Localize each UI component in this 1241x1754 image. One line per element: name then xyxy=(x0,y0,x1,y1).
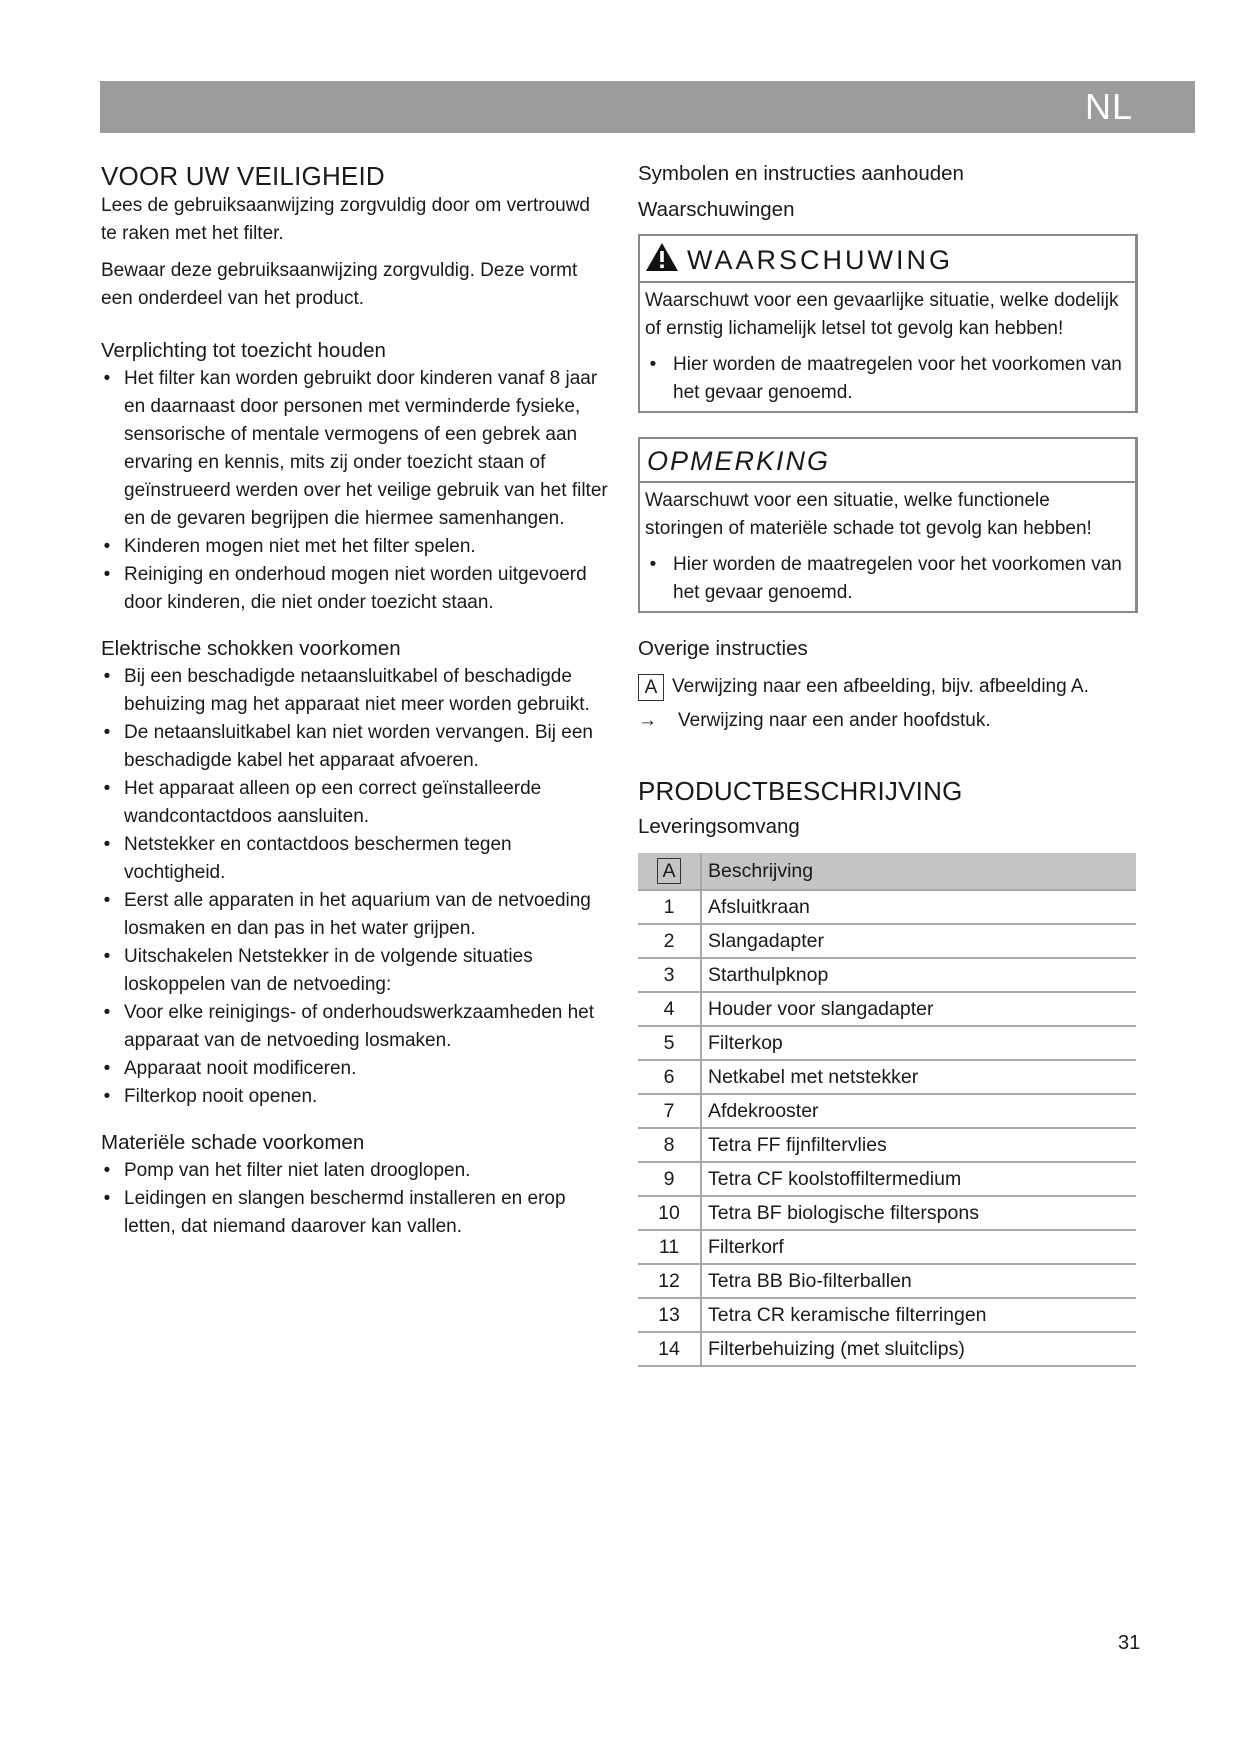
page-number: 31 xyxy=(1118,1632,1141,1654)
bullet-icon: • xyxy=(103,666,111,687)
parts-table xyxy=(638,853,1136,1367)
intro-paragraph-1: Lees de gebruiksaanwijzing zorgvuldig door om vertrouwd te raken met het filter. xyxy=(101,195,590,244)
part-description: Filterbehuizing (met sluitclips) xyxy=(701,1332,1136,1366)
list-item: • Netstekker en contactdoos beschermen tegen vochtigheid. xyxy=(101,831,611,887)
note-box xyxy=(638,437,1138,613)
bullet-icon: • xyxy=(649,554,657,575)
part-description: Tetra BB Bio-filterballen xyxy=(701,1264,1136,1298)
warnings-title: Waarschuwingen xyxy=(638,198,795,221)
part-description: Starthulpknop xyxy=(701,958,1136,992)
part-number: 7 xyxy=(638,1094,701,1128)
table-row xyxy=(638,1298,1136,1332)
bullet-icon: • xyxy=(103,778,111,799)
part-description: Tetra CR keramische filterringen xyxy=(701,1298,1136,1332)
section-title: Verplichting tot toezicht houden xyxy=(101,339,386,362)
bullet-icon: • xyxy=(103,722,111,743)
bullet-list xyxy=(101,365,611,617)
part-number: 4 xyxy=(638,992,701,1026)
part-number: 13 xyxy=(638,1298,701,1332)
list-item: • Voor elke reinigings- of onderhoudswerkzaamheden het apparaat van de netvoeding losmaken. xyxy=(101,999,611,1055)
header-bar xyxy=(100,81,1195,133)
right-column xyxy=(638,160,1138,1367)
left-column xyxy=(101,160,611,1241)
bullet-icon: • xyxy=(103,1160,111,1181)
list-item: • Apparaat nooit modificeren. xyxy=(101,1055,611,1083)
section-material-damage xyxy=(101,1129,611,1241)
table-header-label: Beschrijving xyxy=(701,853,1136,890)
bullet-list xyxy=(101,663,611,1111)
bullet-icon: • xyxy=(103,1188,111,1209)
other-instructions-title: Overige instructies xyxy=(638,637,808,660)
part-number: 14 xyxy=(638,1332,701,1366)
part-description: Tetra CF koolstoffiltermedium xyxy=(701,1162,1136,1196)
warning-triangle-icon xyxy=(645,242,679,277)
bullet-icon: • xyxy=(103,834,111,855)
part-number: 12 xyxy=(638,1264,701,1298)
chapter-reference-row xyxy=(638,707,1138,735)
figure-reference-row xyxy=(638,673,1138,701)
delivery-scope-title: Leveringsomvang xyxy=(638,815,800,838)
table-header-symbol-cell xyxy=(638,853,701,890)
note-box-title: OPMERKING xyxy=(647,446,831,476)
section-electric-shock xyxy=(101,635,611,1111)
table-row xyxy=(638,1196,1136,1230)
part-description: Filterkop xyxy=(701,1026,1136,1060)
list-item: • Uitschakelen Netstekker in de volgende situaties loskoppelen van de netvoeding: xyxy=(101,943,611,999)
part-number: 5 xyxy=(638,1026,701,1060)
part-description: Tetra BF biologische filterspons xyxy=(701,1196,1136,1230)
section-title: Materiële schade voorkomen xyxy=(101,1131,365,1154)
part-number: 10 xyxy=(638,1196,701,1230)
table-row xyxy=(638,1332,1136,1366)
list-item: • Het filter kan worden gebruikt door kinderen vanaf 8 jaar en daarnaast door personen met verminderde fysieke, sensorische of mentale vermogens of een gebrek aan ervaring en kennis, mits zij onder toezicht staan of geïnstrueerd werden over het veilige gebruik van het filter en de gevaren begrijpen die hiermee samenhangen. xyxy=(101,365,611,533)
list-item: • Reiniging en onderhoud mogen niet worden uitgevoerd door kinderen, die niet onder toezicht staan. xyxy=(101,561,611,617)
chapter-reference-text: Verwijzing naar een ander hoofdstuk. xyxy=(678,710,991,731)
part-description: Afdekrooster xyxy=(701,1094,1136,1128)
table-row xyxy=(638,1060,1136,1094)
safety-title: VOOR UW VEILIGHEID xyxy=(101,161,385,191)
table-header-row xyxy=(638,853,1136,890)
list-item: • Kinderen mogen niet met het filter spelen. xyxy=(101,533,611,561)
part-description: Houder voor slangadapter xyxy=(701,992,1136,1026)
table-row xyxy=(638,1128,1136,1162)
note-box-body xyxy=(640,483,1135,611)
arrow-right-icon: → xyxy=(638,710,657,731)
list-item: • Hier worden de maatregelen voor het voorkomen van het gevaar genoemd. xyxy=(645,351,1131,407)
bullet-list xyxy=(645,551,1131,607)
list-item: • Filterkop nooit openen. xyxy=(101,1083,611,1111)
list-item: • Eerst alle apparaten in het aquarium van de netvoeding losmaken en dan pas in het water grijpen. xyxy=(101,887,611,943)
part-number: 9 xyxy=(638,1162,701,1196)
bullet-icon: • xyxy=(103,1058,111,1079)
table-row xyxy=(638,958,1136,992)
symbols-title: Symbolen en instructies aanhouden xyxy=(638,162,964,185)
table-row xyxy=(638,992,1136,1026)
bullet-list xyxy=(645,351,1131,407)
language-label: NL xyxy=(1084,86,1133,127)
product-description-title: PRODUCTBESCHRIJVING xyxy=(638,776,963,806)
part-number: 3 xyxy=(638,958,701,992)
part-number: 1 xyxy=(638,890,701,924)
table-row xyxy=(638,1162,1136,1196)
table-row xyxy=(638,1230,1136,1264)
warning-box xyxy=(638,234,1138,413)
table-row xyxy=(638,1264,1136,1298)
section-title: Elektrische schokken voorkomen xyxy=(101,637,401,660)
part-description: Slangadapter xyxy=(701,924,1136,958)
part-description: Netkabel met netstekker xyxy=(701,1060,1136,1094)
bullet-icon: • xyxy=(103,564,111,585)
list-item: • Leidingen en slangen beschermd installeren en erop letten, dat niemand daarover kan vallen. xyxy=(101,1185,611,1241)
bullet-icon: • xyxy=(103,1086,111,1107)
bullet-icon: • xyxy=(103,368,111,389)
figure-reference-symbol: A xyxy=(638,674,664,701)
intro-paragraph-2: Bewaar deze gebruiksaanwijzing zorgvuldig. Deze vormt een onderdeel van het product. xyxy=(101,260,578,309)
bullet-icon: • xyxy=(103,946,111,967)
section-supervision xyxy=(101,337,611,617)
part-description: Tetra FF fijnfiltervlies xyxy=(701,1128,1136,1162)
part-description: Filterkorf xyxy=(701,1230,1136,1264)
note-text: Waarschuwt voor een situatie, welke functionele storingen of materiële schade tot gevolg kan hebben! xyxy=(645,490,1092,539)
part-number: 2 xyxy=(638,924,701,958)
figure-reference-text: Verwijzing naar een afbeelding, bijv. afbeelding A. xyxy=(672,676,1089,697)
part-number: 6 xyxy=(638,1060,701,1094)
warning-text: Waarschuwt voor een gevaarlijke situatie, welke dodelijk of ernstig lichamelijk letsel tot gevolg kan hebben! xyxy=(645,290,1119,339)
part-number: 8 xyxy=(638,1128,701,1162)
list-item: • Hier worden de maatregelen voor het voorkomen van het gevaar genoemd. xyxy=(645,551,1131,607)
warning-box-body xyxy=(640,283,1135,411)
bullet-icon: • xyxy=(103,1002,111,1023)
part-number: 11 xyxy=(638,1230,701,1264)
part-description: Afsluitkraan xyxy=(701,890,1136,924)
list-item: • Pomp van het filter niet laten drooglopen. xyxy=(101,1157,611,1185)
list-item: • Het apparaat alleen op een correct geïnstalleerde wandcontactdoos aansluiten. xyxy=(101,775,611,831)
list-item: • Bij een beschadigde netaansluitkabel of beschadigde behuizing mag het apparaat niet meer worden gebruikt. xyxy=(101,663,611,719)
bullet-icon: • xyxy=(103,536,111,557)
bullet-icon: • xyxy=(103,890,111,911)
table-row xyxy=(638,890,1136,924)
table-row xyxy=(638,1026,1136,1060)
table-row xyxy=(638,1094,1136,1128)
table-row xyxy=(638,924,1136,958)
warning-box-header xyxy=(640,236,1135,283)
list-item: • De netaansluitkabel kan niet worden vervangen. Bij een beschadigde kabel het apparaat afvoeren. xyxy=(101,719,611,775)
figure-symbol: A xyxy=(657,858,681,884)
warning-box-title: WAARSCHUWING xyxy=(687,244,953,275)
note-box-header xyxy=(640,439,1135,483)
bullet-list xyxy=(101,1157,611,1241)
bullet-icon: • xyxy=(649,354,657,375)
